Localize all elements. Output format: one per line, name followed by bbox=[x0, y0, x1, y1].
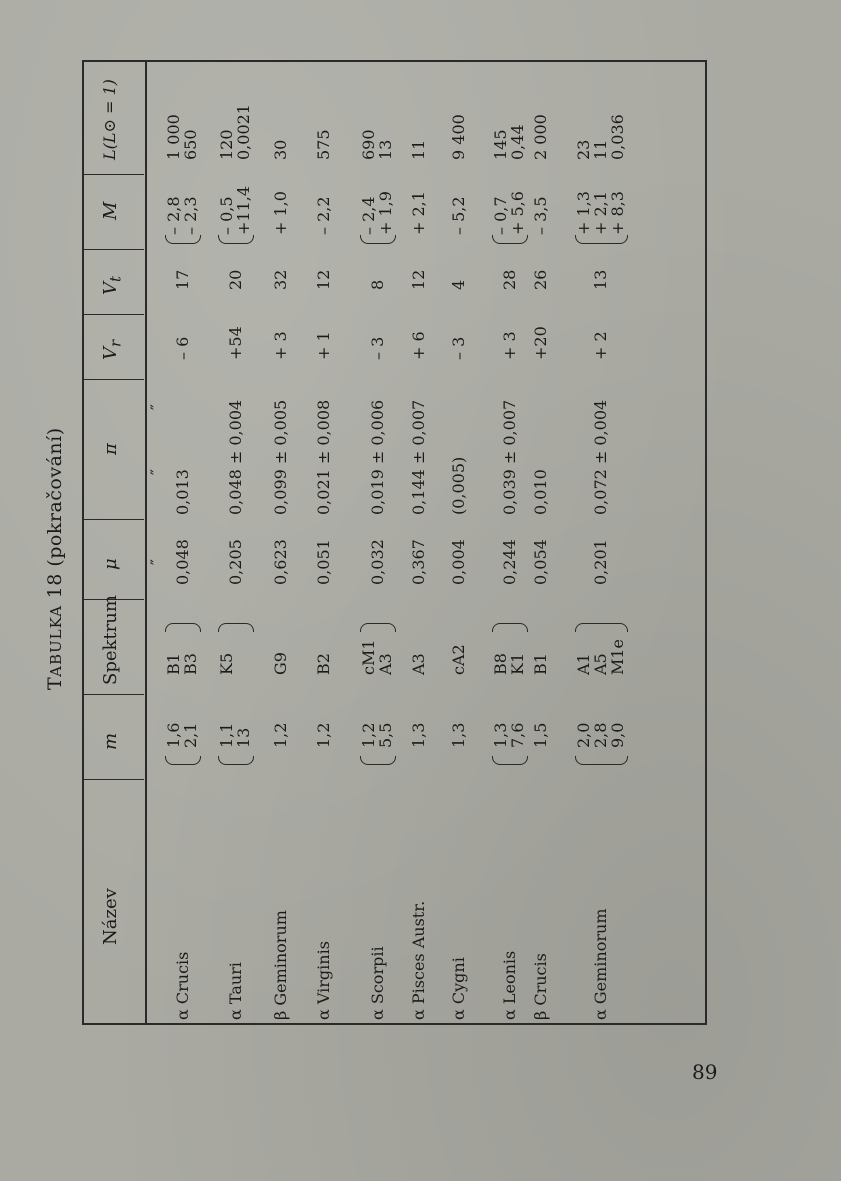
spectrum-line: M1e bbox=[608, 638, 627, 675]
radial-velocity: + 1 bbox=[314, 331, 333, 360]
brace bbox=[218, 623, 254, 632]
spectrum-line: B8 bbox=[491, 653, 510, 675]
magnitude-line: 1,6 bbox=[164, 722, 183, 748]
brace bbox=[165, 756, 201, 765]
header-vr: $V_r$ bbox=[100, 339, 125, 360]
absolute-magnitude bbox=[360, 191, 394, 235]
spectrum bbox=[360, 639, 394, 675]
magnitude bbox=[360, 723, 394, 748]
magnitude-line: 1,3 bbox=[491, 722, 510, 748]
brace bbox=[360, 623, 396, 632]
tangential-velocity: 8 bbox=[367, 279, 387, 290]
tangential-velocity: 13 bbox=[591, 269, 610, 290]
radial-velocity: – 3 bbox=[367, 336, 387, 360]
luminosity bbox=[360, 129, 394, 160]
proper-motion: 0,244 bbox=[499, 539, 519, 585]
tangential-velocity: 20 bbox=[225, 269, 245, 290]
spectrum-line: B1 bbox=[164, 653, 183, 675]
parallax: 0,144 ± 0,007 bbox=[409, 399, 428, 515]
absolute-magnitude bbox=[575, 191, 626, 235]
proper-motion: 0,205 bbox=[225, 539, 245, 585]
luminosity-line: 1 000 bbox=[164, 114, 183, 160]
magnitude-line: 1,3 bbox=[409, 722, 428, 748]
spectrum-line: cM1 bbox=[359, 639, 378, 675]
magnitude-line: 1,3 bbox=[449, 722, 468, 748]
proper-motion: 0,004 bbox=[449, 539, 468, 585]
parallax: 0,039 ± 0,007 bbox=[499, 399, 519, 515]
spectrum bbox=[272, 652, 289, 675]
tangential-velocity: 12 bbox=[409, 269, 428, 290]
parallax: 0,010 bbox=[531, 469, 550, 515]
luminosity bbox=[315, 129, 332, 160]
col-divider bbox=[82, 694, 144, 695]
header-L: L(L⊙ = 1) bbox=[100, 79, 119, 160]
proper-motion: 0,623 bbox=[271, 539, 290, 585]
parallax: (0,005) bbox=[449, 456, 468, 515]
radial-velocity: + 6 bbox=[409, 331, 428, 360]
spectrum bbox=[492, 653, 526, 675]
proper-motion: 0,201 bbox=[591, 539, 610, 585]
star-name: α Crucis bbox=[172, 951, 192, 1020]
absolute-magnitude-line: + 1,0 bbox=[271, 191, 290, 235]
absolute-magnitude-line: +11,4 bbox=[234, 185, 253, 235]
magnitude-line: 9,0 bbox=[608, 722, 627, 748]
spectrum-line: K5 bbox=[217, 652, 236, 675]
brace bbox=[218, 756, 254, 765]
radial-velocity: – 6 bbox=[172, 336, 192, 360]
parallax: 0,021 ± 0,008 bbox=[314, 399, 333, 515]
luminosity-line: 650 bbox=[181, 129, 200, 160]
magnitude-line: 1,2 bbox=[271, 722, 290, 748]
header-M: M bbox=[100, 201, 121, 220]
brace bbox=[360, 756, 396, 765]
magnitude-line: 5,5 bbox=[376, 722, 395, 748]
col-divider bbox=[82, 249, 144, 250]
radial-velocity: – 3 bbox=[449, 336, 468, 360]
magnitude bbox=[410, 723, 427, 748]
star-name: α Geminorum bbox=[591, 908, 610, 1020]
star-name: α Tauri bbox=[225, 962, 245, 1020]
unit-mu: ″ bbox=[147, 559, 166, 565]
absolute-magnitude bbox=[450, 196, 467, 235]
unit-pi: ″ bbox=[147, 469, 166, 475]
brace bbox=[575, 756, 628, 765]
luminosity-line: 0,036 bbox=[608, 114, 627, 160]
magnitude-line: 1,2 bbox=[314, 722, 333, 748]
brace bbox=[165, 235, 201, 244]
radial-velocity: + 3 bbox=[499, 331, 519, 360]
spectrum bbox=[315, 653, 332, 675]
absolute-magnitude-line: – 2,3 bbox=[181, 196, 200, 235]
absolute-magnitude-line: – 3,5 bbox=[531, 196, 550, 235]
brace bbox=[165, 623, 201, 632]
luminosity-line: 11 bbox=[409, 139, 428, 160]
spectrum bbox=[532, 653, 549, 675]
magnitude bbox=[575, 723, 626, 748]
absolute-magnitude-line: – 5,2 bbox=[449, 196, 468, 235]
absolute-magnitude-line: + 1,3 bbox=[574, 191, 593, 235]
luminosity bbox=[450, 114, 467, 160]
luminosity-line: 575 bbox=[314, 129, 333, 160]
luminosity bbox=[575, 114, 626, 160]
luminosity-line: 2 000 bbox=[531, 114, 550, 160]
luminosity-line: 13 bbox=[376, 139, 395, 160]
brace bbox=[575, 235, 628, 244]
absolute-magnitude bbox=[272, 191, 289, 235]
luminosity-line: 145 bbox=[491, 129, 510, 160]
absolute-magnitude-line: + 5,6 bbox=[508, 191, 527, 235]
spectrum-line: A5 bbox=[591, 653, 610, 675]
proper-motion: 0,051 bbox=[314, 539, 333, 585]
col-divider bbox=[82, 519, 144, 520]
spectrum bbox=[410, 653, 427, 675]
radial-velocity: +20 bbox=[531, 326, 550, 360]
header-vt: $V_t$ bbox=[100, 275, 125, 295]
brace bbox=[360, 235, 396, 244]
unit-pi: ″ bbox=[147, 404, 166, 410]
spectrum-line: K1 bbox=[508, 652, 527, 675]
absolute-magnitude bbox=[165, 196, 199, 235]
magnitude bbox=[450, 723, 467, 748]
table-caption: TABULKA 18 (pokračování) bbox=[44, 427, 66, 690]
header-rule bbox=[145, 60, 147, 1025]
parallax: 0,072 ± 0,004 bbox=[591, 399, 610, 515]
magnitude-line: 1,1 bbox=[217, 722, 236, 748]
luminosity-line: 120 bbox=[217, 129, 236, 160]
absolute-magnitude bbox=[410, 191, 427, 235]
star-name: β Crucis bbox=[531, 953, 550, 1020]
magnitude-line: 13 bbox=[234, 727, 253, 748]
parallax: 0,019 ± 0,006 bbox=[367, 399, 387, 515]
star-name: α Pisces Austr. bbox=[409, 900, 428, 1020]
brace bbox=[492, 623, 528, 632]
luminosity-line: 23 bbox=[574, 139, 593, 160]
col-divider bbox=[82, 314, 144, 315]
luminosity bbox=[492, 124, 526, 160]
magnitude-line: 1,2 bbox=[359, 722, 378, 748]
luminosity-line: 0,0021 bbox=[234, 104, 253, 160]
tangential-velocity: 26 bbox=[531, 269, 550, 290]
brace bbox=[492, 235, 528, 244]
absolute-magnitude-line: + 2,1 bbox=[409, 191, 428, 235]
spectrum-line: cA2 bbox=[449, 644, 468, 675]
magnitude bbox=[165, 723, 199, 748]
proper-motion: 0,032 bbox=[367, 539, 387, 585]
luminosity bbox=[410, 140, 427, 160]
page-number: 89 bbox=[692, 1060, 718, 1084]
proper-motion: 0,367 bbox=[409, 539, 428, 585]
parallax: 0,099 ± 0,005 bbox=[271, 399, 290, 515]
magnitude-line: 2,0 bbox=[574, 722, 593, 748]
tangential-velocity: 17 bbox=[172, 269, 192, 290]
luminosity-line: 30 bbox=[271, 139, 290, 160]
proper-motion: 0,054 bbox=[531, 539, 550, 585]
spectrum-line: A3 bbox=[376, 653, 395, 675]
proper-motion: 0,048 bbox=[172, 539, 192, 585]
luminosity-line: 9 400 bbox=[449, 114, 468, 160]
luminosity bbox=[272, 140, 289, 160]
spectrum-line: B2 bbox=[314, 653, 333, 675]
star-name: α Virginis bbox=[314, 941, 333, 1020]
brace bbox=[492, 756, 528, 765]
spectrum-line: A3 bbox=[409, 653, 428, 675]
absolute-magnitude-line: – 2,2 bbox=[314, 196, 333, 235]
parallax: 0,048 ± 0,004 bbox=[225, 399, 245, 515]
absolute-magnitude-line: – 0,5 bbox=[217, 196, 236, 235]
tangential-velocity: 28 bbox=[499, 269, 519, 290]
luminosity-line: 0,44 bbox=[508, 124, 527, 160]
parallax: 0,013 bbox=[172, 469, 192, 515]
star-name: α Leonis bbox=[499, 950, 519, 1020]
spectrum bbox=[218, 653, 235, 675]
magnitude-line: 2,8 bbox=[591, 722, 610, 748]
magnitude bbox=[218, 723, 252, 748]
brace bbox=[575, 623, 628, 632]
col-divider bbox=[82, 779, 144, 780]
spectrum-line: B3 bbox=[181, 653, 200, 675]
absolute-magnitude-line: – 2,4 bbox=[359, 196, 378, 235]
star-name: α Scorpii bbox=[367, 946, 387, 1020]
magnitude-line: 7,6 bbox=[508, 722, 527, 748]
magnitude-line: 1,5 bbox=[531, 722, 550, 748]
spectrum bbox=[575, 639, 626, 675]
radial-velocity: +54 bbox=[225, 326, 245, 360]
spectrum bbox=[450, 644, 467, 675]
spectrum-line: A1 bbox=[574, 653, 593, 675]
magnitude bbox=[315, 723, 332, 748]
radial-velocity: + 2 bbox=[591, 331, 610, 360]
luminosity bbox=[165, 114, 199, 160]
magnitude-line: 2,1 bbox=[181, 722, 200, 748]
absolute-magnitude-line: – 2,8 bbox=[164, 196, 183, 235]
tangential-velocity: 32 bbox=[271, 269, 290, 290]
absolute-magnitude-line: + 8,3 bbox=[608, 191, 627, 235]
luminosity-line: 690 bbox=[359, 129, 378, 160]
star-name: α Cygni bbox=[449, 957, 468, 1020]
absolute-magnitude bbox=[218, 186, 252, 235]
absolute-magnitude-line: + 2,1 bbox=[591, 191, 610, 235]
header-nazev: Název bbox=[100, 888, 121, 945]
header-pi: π bbox=[100, 443, 121, 455]
header-m: m bbox=[100, 732, 121, 750]
luminosity-line: 11 bbox=[591, 139, 610, 160]
absolute-magnitude bbox=[532, 196, 549, 235]
rotated-table-region bbox=[10, 40, 710, 1040]
header-mu: μ bbox=[100, 558, 121, 570]
tangential-velocity: 12 bbox=[314, 269, 333, 290]
absolute-magnitude-line: + 1,9 bbox=[376, 191, 395, 235]
tangential-velocity: 4 bbox=[449, 279, 468, 290]
radial-velocity: + 3 bbox=[271, 331, 290, 360]
col-divider bbox=[82, 174, 144, 175]
magnitude bbox=[272, 723, 289, 748]
spectrum bbox=[165, 653, 199, 675]
absolute-magnitude-line: – 0,7 bbox=[491, 196, 510, 235]
luminosity bbox=[532, 114, 549, 160]
absolute-magnitude bbox=[492, 191, 526, 235]
absolute-magnitude bbox=[315, 196, 332, 235]
magnitude bbox=[532, 723, 549, 748]
brace bbox=[218, 235, 254, 244]
col-divider bbox=[82, 379, 144, 380]
magnitude bbox=[492, 723, 526, 748]
spectrum-line: B1 bbox=[531, 653, 550, 675]
header-spektrum: Spektrum bbox=[100, 595, 121, 685]
luminosity bbox=[218, 104, 252, 160]
spectrum-line: G9 bbox=[271, 652, 290, 675]
star-name: β Geminorum bbox=[271, 910, 290, 1020]
